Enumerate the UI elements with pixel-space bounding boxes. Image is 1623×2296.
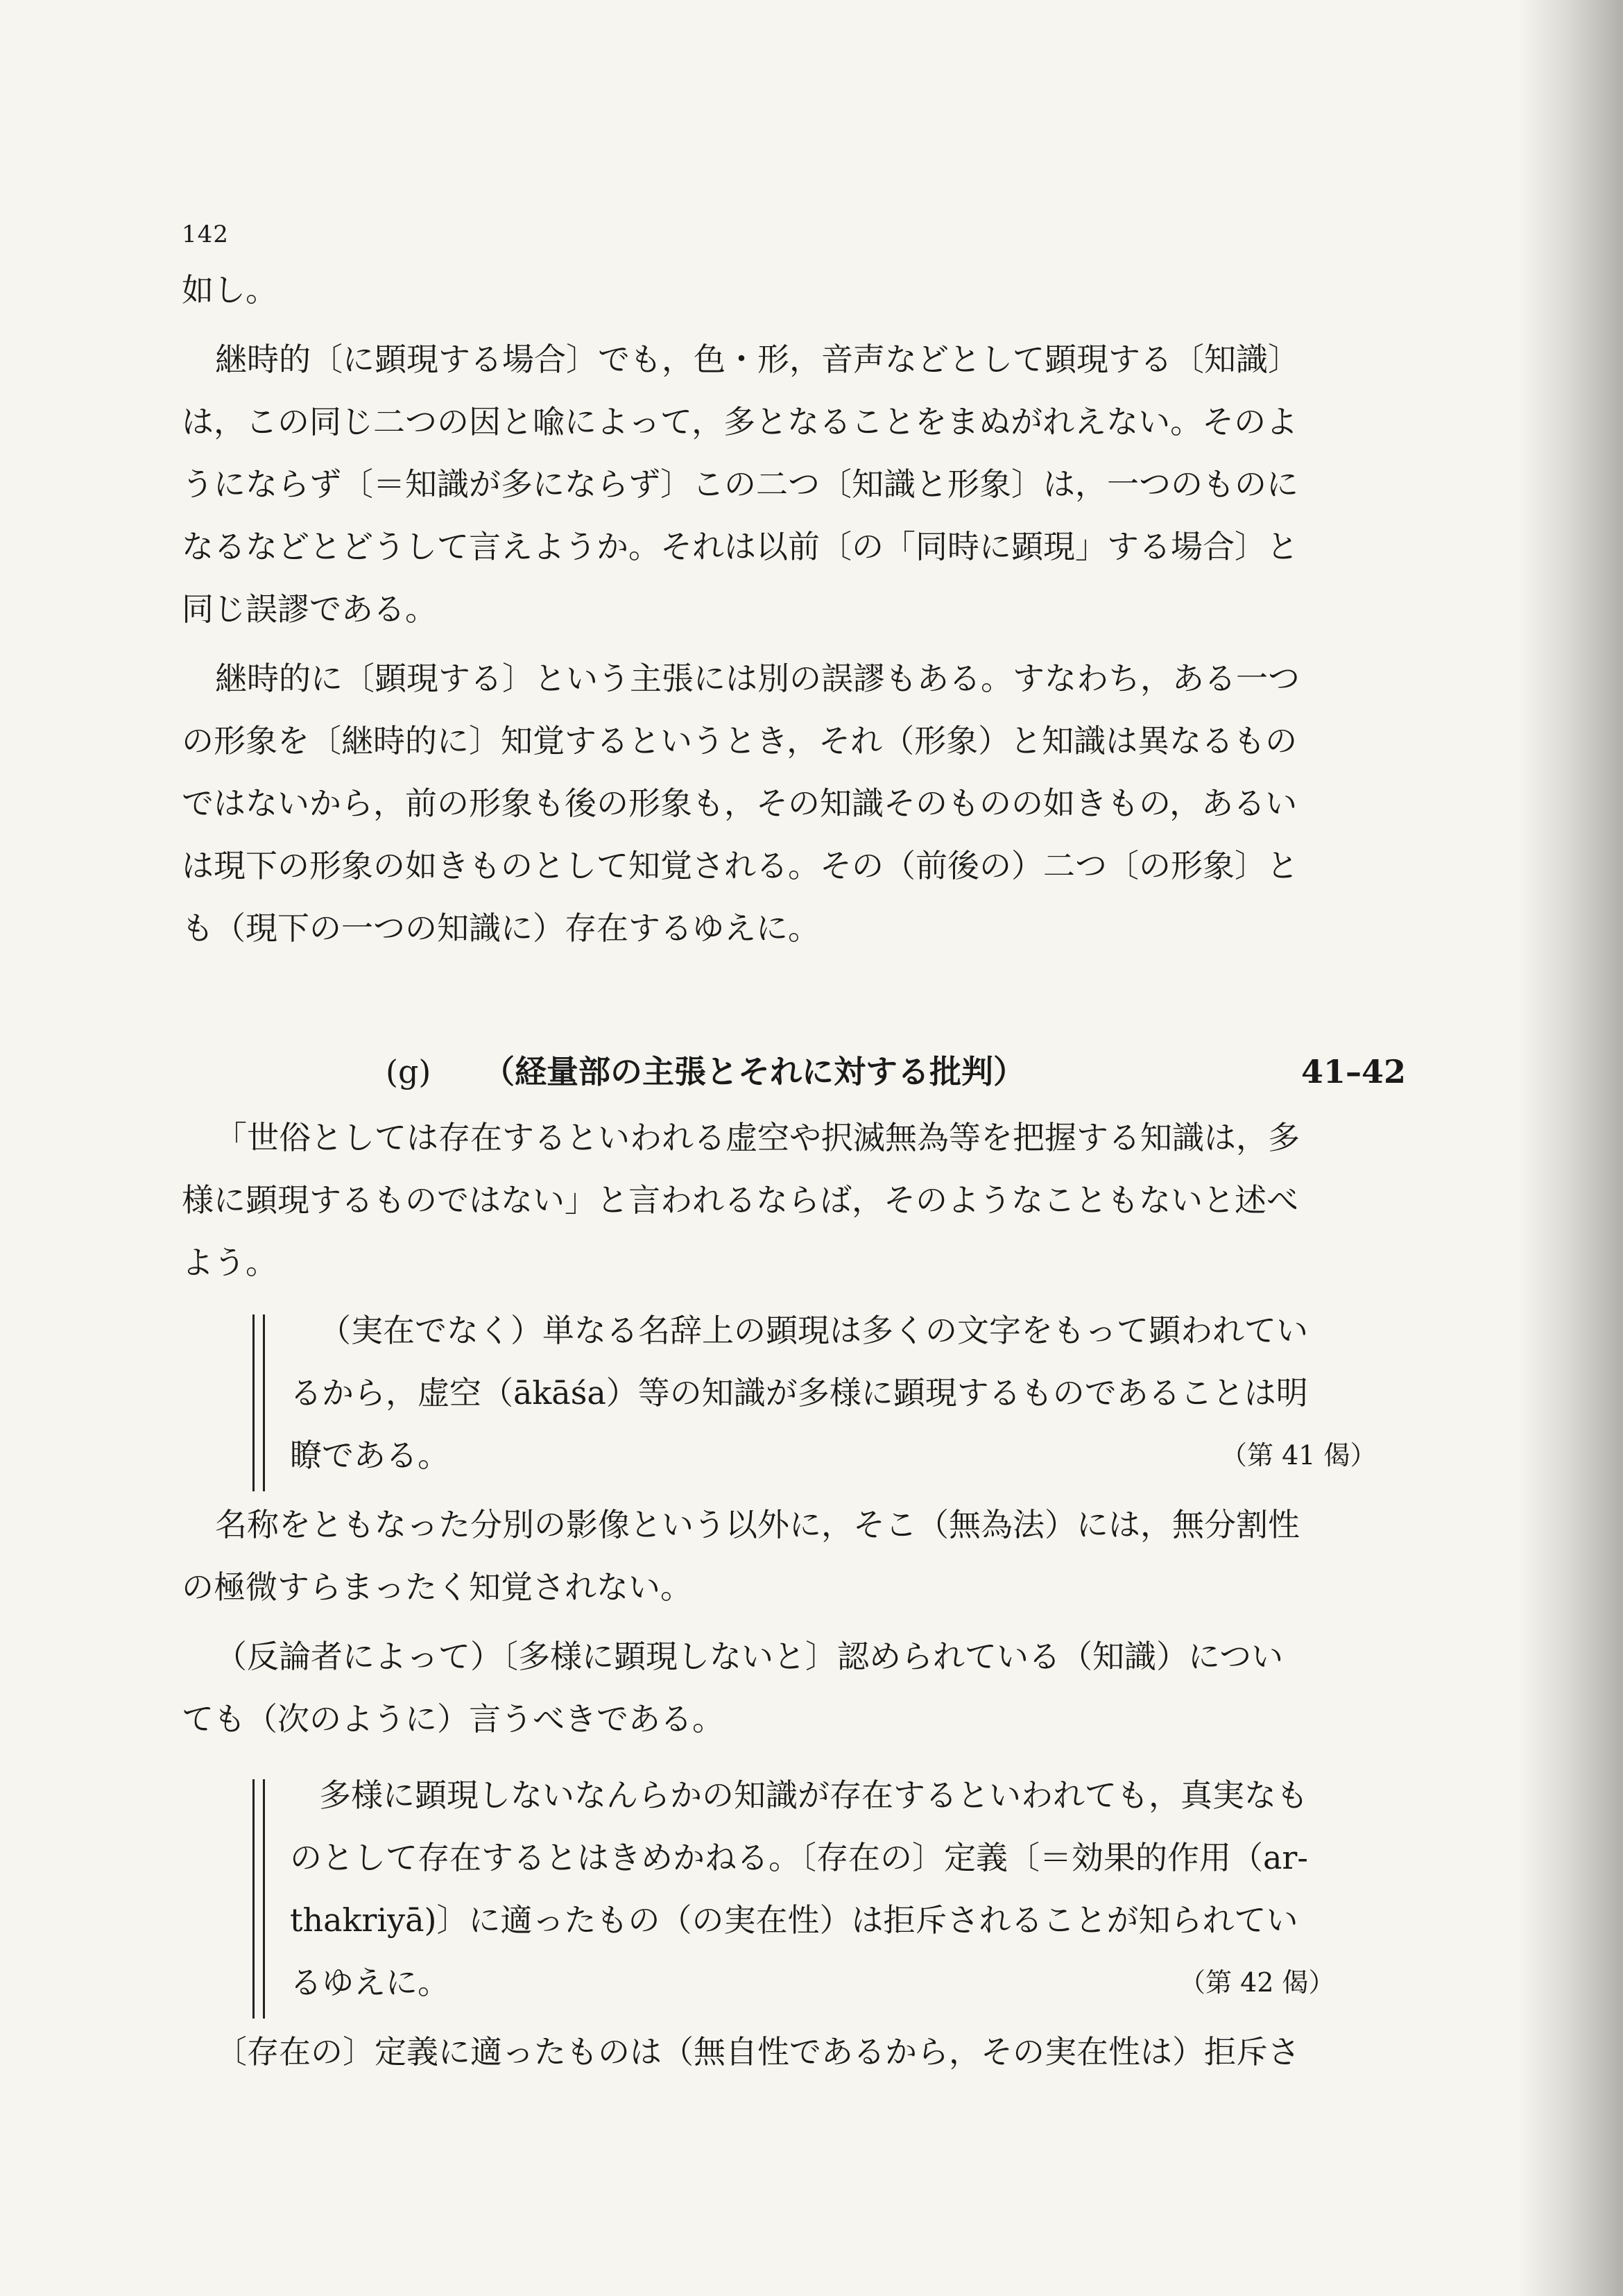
verse-line: るゆえに。 [290,1964,449,2001]
text-line: 〔存在の〕定義に適ったものは（無自性であるから，その実在性は）拒斥さ [215,2033,1300,2071]
verse-number: （第 42 偈） [1179,1967,1335,1998]
text-line: うにならず〔＝知識が多にならず〕この二つ〔知識と形象〕は，一つのものに [182,465,1298,503]
verse-number: （第 41 偈） [1221,1440,1377,1471]
text-line: も（現下の一つの知識に）存在するゆえに。 [182,909,820,947]
verse-line: るから，虚空（ākāśa）等の知識が多様に顕現するものであることは明 [290,1374,1308,1412]
section-title: （経量部の主張とそれに対する批判） [483,1053,1025,1090]
text-line: は，この同じ二つの因と喩によって，多となることをまぬがれえない。そのよ [182,403,1298,440]
text-line: の極微すらまったく知覚されない。 [182,1568,692,1606]
page-edge-shadow [1519,0,1623,2296]
section-verse-range: 41–42 [1301,1053,1407,1090]
text-line: 同じ誤謬である。 [182,590,437,628]
text-line: 名称をともなった分別の影像という以外に，そこ（無為法）には，無分割性 [215,1506,1300,1543]
verse-line: （実在でなく）単なる名辞上の顕現は多くの文字をもって顕われてい [319,1312,1308,1349]
text-line: （反論者によって）〔多様に顕現しないと〕認められている（知識）につい [215,1638,1284,1675]
text-line: の形象を〔継時的に〕知覚するというとき，それ（形象）と知識は異なるもの [182,722,1298,760]
text-line: なるなどとどうして言えようか。それは以前〔の「同時に顕現」する場合〕と [182,528,1298,565]
verse-line: thakriyā)〕に適ったもの（の実在性）は拒斥されることが知られてい [290,1901,1298,1939]
section-label: (g) [386,1053,431,1090]
text-line: ても（次のように）言うべきである。 [182,1700,724,1738]
text-line: 「世俗としては存在するといわれる虚空や択滅無為等を把握する知識は，多 [215,1119,1300,1156]
text-line: 如し。 [182,271,277,309]
text-line: ではないから，前の形象も後の形象も，その知識そのものの如きもの，あるい [182,785,1298,822]
text-line: 様に顕現するものではない」と言われるならば，そのようなこともないと述べ [182,1181,1298,1219]
verse-marker-bar [252,1314,265,1491]
verse-line: のとして存在するとはきめかねる。〔存在の〕定義〔＝効果的作用（ar- [290,1839,1308,1876]
text-line: よう。 [182,1244,277,1281]
text-line: 継時的に〔顕現する〕という主張には別の誤謬もある。すなわち，ある一つ [215,660,1300,697]
verse-line: 瞭である。 [290,1437,449,1474]
verse-line: 多様に顕現しないなんらかの知識が存在するといわれても，真実なも [319,1776,1308,1814]
page-number: 142 [182,221,229,248]
text-line: 継時的〔に顕現する場合〕でも，色・形，音声などとして顕現する〔知識〕 [215,341,1300,378]
verse-marker-bar [252,1779,265,2019]
text-line: は現下の形象の如きものとして知覚される。その（前後の）二つ〔の形象〕と [182,847,1298,884]
